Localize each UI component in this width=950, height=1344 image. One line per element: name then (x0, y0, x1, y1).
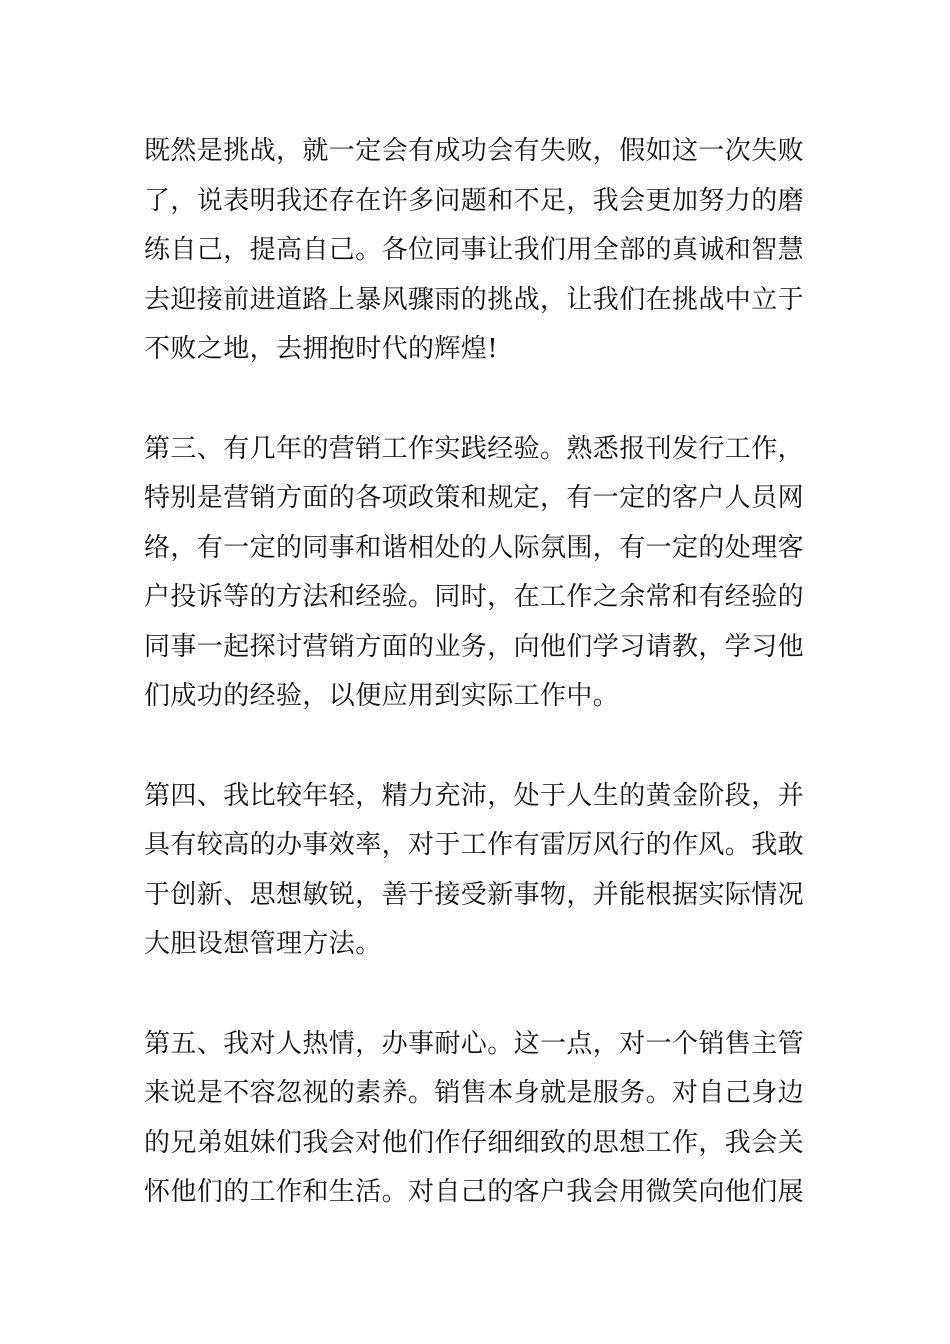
text-line: 户投诉等的方法和经验。同时，在工作之余常和有经验的 (144, 582, 805, 612)
text-line: 既然是挑战，就一定会有成功会有失败，假如这一次失败 (144, 136, 805, 166)
text-line: 具有较高的办事效率，对于工作有雷厉风行的作风。我敢 (144, 830, 805, 860)
text-line: 的兄弟姐妹们我会对他们作仔细细致的思想工作，我会关 (144, 1127, 805, 1158)
text-line: 去迎接前进道路上暴风骤雨的挑战，让我们在挑战中立于 (144, 284, 805, 315)
document-body (144, 127, 808, 1218)
paragraph-third-point (144, 425, 808, 722)
paragraph-challenge (144, 127, 808, 375)
text-line: 络，有一定的同事和谐相处的人际氛围，有一定的处理客 (144, 532, 805, 563)
paragraph-fifth-point (144, 1020, 808, 1218)
text-line: 怀他们的工作和生活。对自己的客户我会用微笑向他们展 (144, 1177, 805, 1207)
text-line: 特别是营销方面的各项政策和规定，有一定的客户人员网 (144, 483, 805, 513)
paragraph-spacer (144, 375, 808, 425)
text-line: 不败之地，去拥抱时代的辉煌! (144, 334, 499, 364)
text-line: 第五、我对人热情，办事耐心。这一点，对一个销售主管 (144, 1028, 805, 1059)
text-line: 练自己，提高自己。各位同事让我们用全部的真诚和智慧 (144, 235, 805, 265)
paragraph-spacer (144, 970, 808, 1020)
text-line: 第四、我比较年轻，精力充沛，处于人生的黄金阶段，并 (144, 780, 805, 811)
text-line: 了，说表明我还存在许多问题和不足，我会更加努力的磨 (144, 185, 805, 216)
paragraph-fourth-point (144, 772, 808, 970)
text-line: 于创新、思想敏锐，善于接受新事物，并能根据实际情况 (144, 879, 805, 910)
text-line: 大胆设想管理方法。 (144, 929, 382, 959)
text-line: 们成功的经验，以便应用到实际工作中。 (144, 681, 620, 711)
text-line: 第三、有几年的营销工作实践经验。熟悉报刊发行工作， (144, 433, 805, 464)
text-line: 来说是不容忽视的素养。销售本身就是服务。对自己身边 (144, 1078, 805, 1108)
paragraph-spacer (144, 722, 808, 772)
text-line: 同事一起探讨营销方面的业务，向他们学习请教，学习他 (144, 631, 805, 662)
